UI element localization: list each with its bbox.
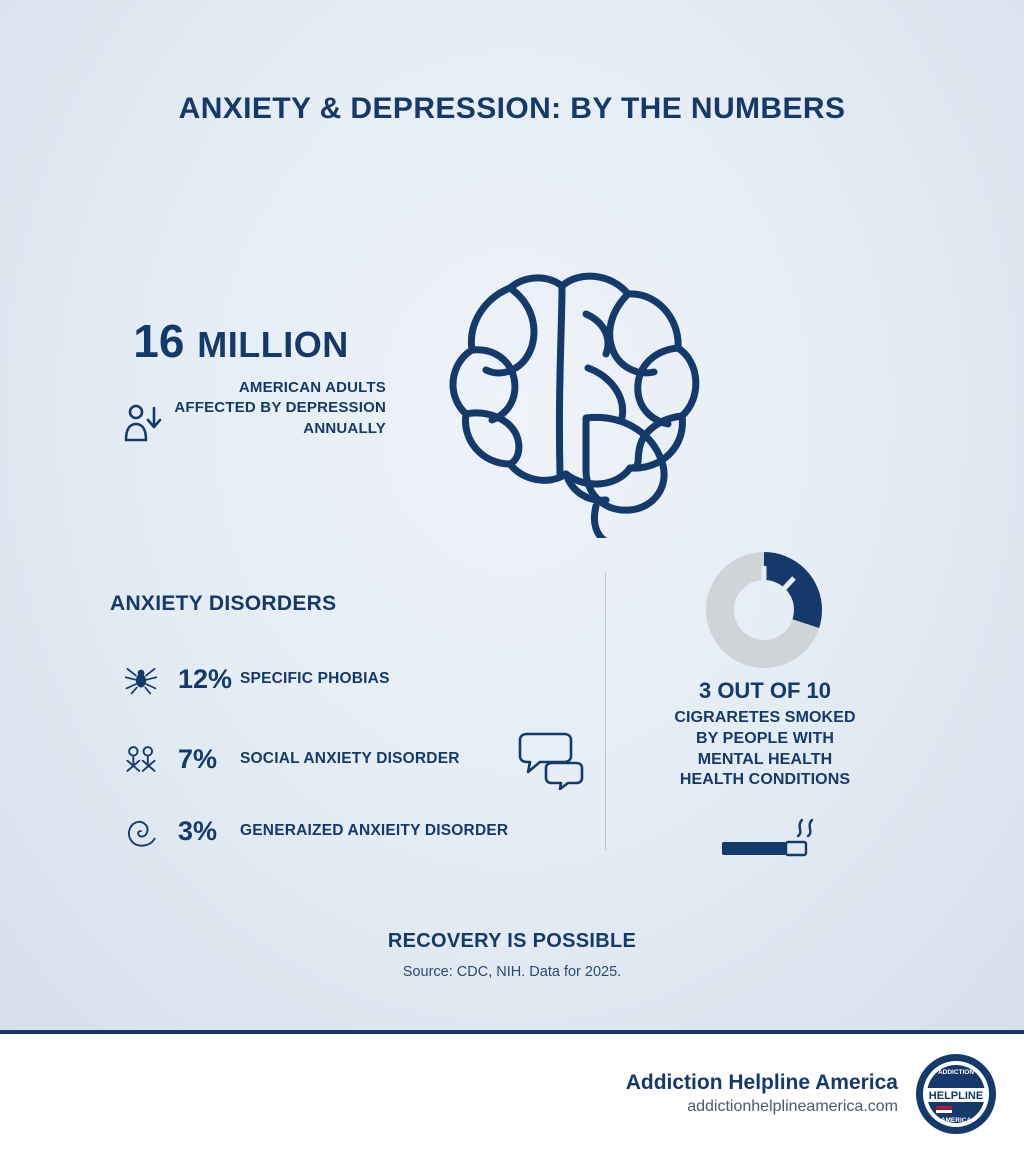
source-note: Source: CDC, NIH. Data for 2025. [402,964,622,980]
smoking-donut-chart [706,552,822,668]
brain-outline-icon [390,218,750,538]
big-stat-desc-line-1: AMERICAN ADULTS [238,379,386,396]
section-divider [605,572,606,850]
list-item-label: SOCIAL ANXIETY DISORDER [240,750,460,767]
list-item [118,656,390,702]
footer-text [626,1070,898,1117]
smoking-headline: 3 OUT OF 10 [698,678,832,703]
brand-logo [914,1052,998,1136]
big-stat-desc-line-3: ANNUALLY [303,419,386,437]
brand-url[interactable]: addictionhelplineamerica.com [687,1097,898,1115]
brand-name: Addiction Helpline America [625,1071,898,1095]
spiral-icon [118,811,164,851]
logo-top-text: ADDICTION [937,1069,975,1076]
page-title: ANXIETY & DEPRESSION: BY THE NUMBERS [178,92,846,125]
logo-bottom-text: AMERICA [940,1117,972,1124]
list-item-label: SPECIFIC PHOBIAS [240,670,390,687]
smoking-subtext-line-2: BY PEOPLE WITH [695,729,834,747]
smoking-subtext-line-3: MENTAL HEALTH [697,750,833,768]
big-stat-unit: MILLION [197,324,349,365]
list-item [118,808,508,854]
cigarette-icon [718,812,822,864]
recovery-message: RECOVERY IS POSSIBLE [387,930,637,952]
list-item [118,736,460,782]
footer-bar [0,1034,1024,1154]
list-item-value: 12% [178,663,233,694]
big-stat-number [96,315,386,367]
speech-bubbles-icon [512,730,586,790]
big-stat-value: 16 [133,315,185,367]
list-item-value: 7% [178,743,218,774]
list-item-value: 3% [178,815,218,846]
big-stat-desc-line-2: AFFECTED BY DEPRESSION [174,399,386,417]
list-item-label: GENERAIZED ANXIEITY DISORDER [240,822,509,839]
smoking-subtext [620,708,910,791]
person-down-arrow-icon [122,400,164,446]
anxiety-section-heading: ANXIETY DISORDERS [110,592,337,615]
spider-icon [118,659,164,699]
social-people-icon [118,739,164,779]
logo-main-text: HELPLINE [928,1090,984,1102]
smoking-subtext-line-4: HEALTH CONDITIONS [679,771,851,789]
smoking-subtext-line-1: CIGRARETES SMOKED [674,709,856,726]
